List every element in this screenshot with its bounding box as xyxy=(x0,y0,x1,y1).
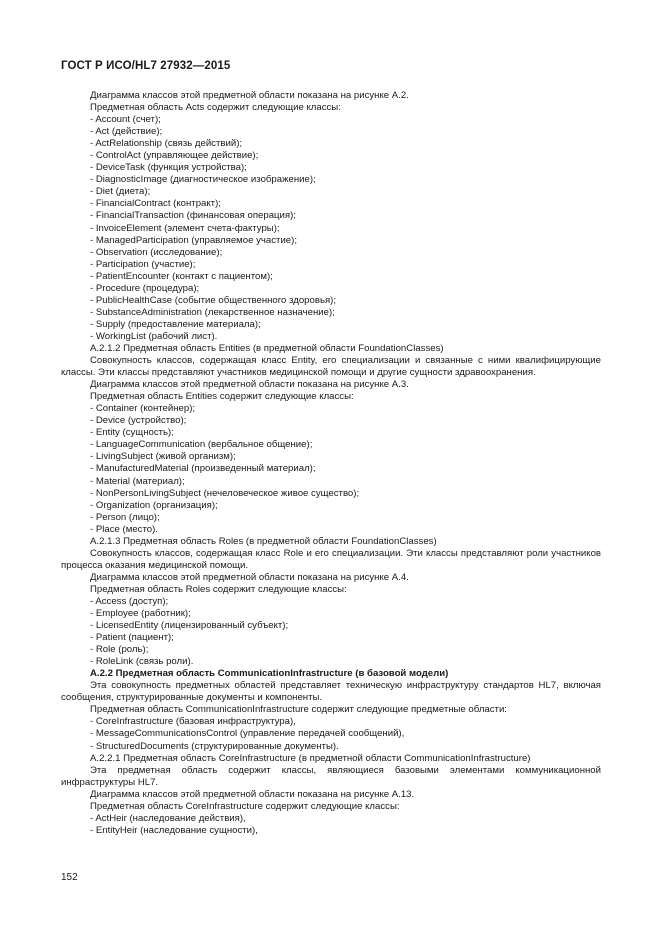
list-item: - Account (счет); xyxy=(90,114,161,126)
list-item: - ManagedParticipation (управляемое участие); xyxy=(90,234,297,246)
list-item: - InvoiceElement (элемент счета-фактуры); xyxy=(90,222,280,234)
paragraph: А.2.1.3 Предметная область Roles (в предметной области FoundationClasses) xyxy=(90,535,437,547)
list-item: - ActRelationship (связь действий); xyxy=(90,138,243,150)
list-item: - Procedure (процедура); xyxy=(90,282,200,294)
list-item: - FinancialContract (контракт); xyxy=(90,198,221,210)
paragraph: Предметная область CoreInfrastructure содержит следующие классы: xyxy=(90,800,400,812)
paragraph: Предметная область CommunicationInfrastructure содержит следующие предметные области: xyxy=(90,704,507,716)
list-item: - Person (лицо); xyxy=(90,511,160,523)
paragraph: А.2.1.2 Предметная область Entities (в предметной области FoundationClasses) xyxy=(90,342,444,354)
list-item: - Employee (работник); xyxy=(90,608,191,620)
list-item: - CoreInfrastructure (базовая инфраструктура), xyxy=(90,716,296,728)
list-item: - Participation (участие); xyxy=(90,258,196,270)
list-item: - RoleLink (связь роли). xyxy=(90,656,194,668)
list-item: - NonPersonLivingSubject (нечеловеческое живое существо); xyxy=(90,487,360,499)
paragraph: Совокупность классов, содержащая класс Entity, его специализации и связанные с ними квалифицирующие классы. Эти классы представляют участников медицинской помощи и другие сущности здравоохранения. xyxy=(61,355,601,379)
list-item: - Role (роль); xyxy=(90,644,149,656)
paragraph: Эта предметная область содержит классы, являющиеся базовыми элементами коммуникационной инфраструктуры HL7. xyxy=(61,764,601,788)
list-item: - Device (устройство); xyxy=(90,415,187,427)
list-item: - Place (место). xyxy=(90,523,158,535)
list-item: - Container (контейнер); xyxy=(90,403,196,415)
paragraph: Предметная область Acts содержит следующие классы: xyxy=(90,102,341,114)
list-item: - LanguageCommunication (вербальное общение); xyxy=(90,439,313,451)
list-item: - Observation (исследование); xyxy=(90,246,223,258)
list-item: - LivingSubject (живой организм); xyxy=(90,451,236,463)
paragraph: А.2.2.1 Предметная область CoreInfrastructure (в предметной области CommunicationInfrastructure) xyxy=(90,752,531,764)
list-item: - Entity (сущность); xyxy=(90,427,174,439)
paragraph: Диаграмма классов этой предметной области показана на рисунке А.3. xyxy=(90,379,409,391)
paragraph: Совокупность классов, содержащая класс Role и его специализации. Эти классы представляют роли участников процесса оказания медицинской помощи. xyxy=(61,547,601,571)
list-item: - WorkingList (рабочий лист). xyxy=(90,330,218,342)
list-item: - PatientEncounter (контакт с пациентом); xyxy=(90,270,273,282)
page-number: 152 xyxy=(61,872,78,883)
list-item: - FinancialTransaction (финансовая операция); xyxy=(90,210,296,222)
list-item: - SubstanceAdministration (лекарственное назначение); xyxy=(90,306,335,318)
document-body xyxy=(61,90,601,837)
document-header: ГОСТ Р ИСО/HL7 27932—2015 xyxy=(61,60,231,72)
list-item: - MessageCommunicationsControl (управление передачей сообщений), xyxy=(90,728,405,740)
list-item: - Act (действие); xyxy=(90,126,163,138)
list-item: - Diet (диета); xyxy=(90,186,151,198)
list-item: - ActHeir (наследование действия), xyxy=(90,812,246,824)
paragraph: Диаграмма классов этой предметной области показана на рисунке А.4. xyxy=(90,571,409,583)
list-item: - LicensedEntity (лицензированный субъект); xyxy=(90,620,289,632)
list-item: - ControlAct (управляющее действие); xyxy=(90,150,259,162)
list-item: - Access (доступ); xyxy=(90,595,169,607)
paragraph: Предметная область Entities содержит следующие классы: xyxy=(90,391,354,403)
list-item: - Patient (пациент); xyxy=(90,632,174,644)
list-item: - StructuredDocuments (структурированные документы). xyxy=(90,740,339,752)
list-item: - Material (материал); xyxy=(90,475,185,487)
paragraph: Диаграмма классов этой предметной области показана на рисунке А.2. xyxy=(90,90,409,101)
list-item: - DeviceTask (функция устройства); xyxy=(90,162,247,174)
list-item: - PublicHealthCase (событие общественного здоровья); xyxy=(90,294,336,306)
paragraph: Предметная область Roles содержит следующие классы: xyxy=(90,583,347,595)
section-heading: А.2.2 Предметная область CommunicationInfrastructure (в базовой модели) xyxy=(90,668,449,680)
list-item: - Supply (предоставление материала); xyxy=(90,318,261,330)
list-item: - ManufacturedMaterial (произведенный материал); xyxy=(90,463,316,475)
paragraph: Диаграмма классов этой предметной области показана на рисунке А.13. xyxy=(90,788,415,800)
list-item: - DiagnosticImage (диагностическое изображение); xyxy=(90,174,316,186)
list-item: - EntityHeir (наследование сущности), xyxy=(90,824,258,836)
list-item: - Organization (организация); xyxy=(90,499,218,511)
paragraph: Эта совокупность предметных областей представляет техническую инфраструктуру стандартов HL7, включая сообщения, структурированные документы и компоненты. xyxy=(61,680,601,704)
